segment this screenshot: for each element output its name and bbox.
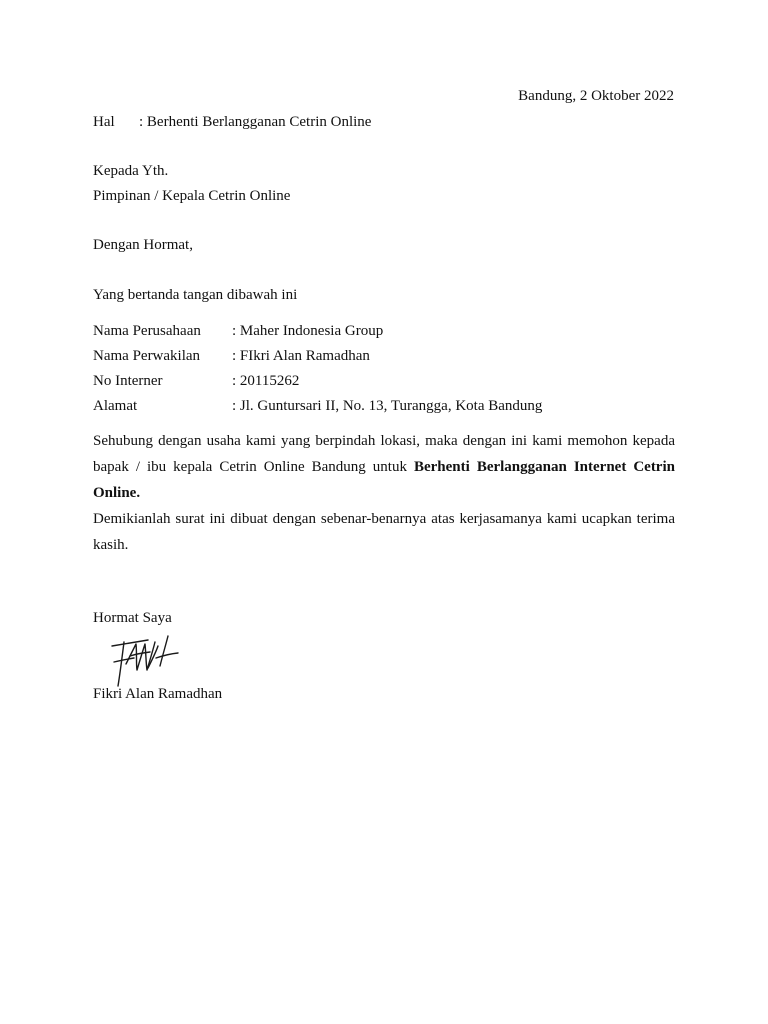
intro-line: Yang bertanda tangan dibawah ini — [93, 287, 298, 303]
field-value: : Jl. Guntursari II, No. 13, Turangga, Kota Bandung — [232, 398, 543, 414]
signer-name: Fikri Alan Ramadhan — [93, 686, 223, 702]
subject-value: : Berhenti Berlangganan Cetrin Online — [139, 114, 372, 130]
field-row-internet-number — [93, 373, 299, 390]
field-row-company — [93, 323, 383, 340]
signature-icon — [106, 634, 182, 690]
field-row-address — [93, 398, 542, 415]
field-key: Nama Perusahaan — [93, 323, 201, 339]
letter-date: Bandung, 2 Oktober 2022 — [518, 88, 674, 104]
body-bold-text: Berhenti Berlangganan Internet Cetrin Online. — [93, 459, 675, 501]
field-value: : FIkri Alan Ramadhan — [232, 348, 370, 364]
subject-line — [93, 114, 371, 131]
field-key: No Interner — [93, 373, 163, 389]
body-text: Sehubung dengan usaha kami yang berpindah lokasi, maka dengan ini kami memohon kepada bapak / ibu kepala Cetrin Online Bandung untuk — [93, 433, 675, 475]
greeting: Dengan Hormat, — [93, 237, 193, 253]
field-key: Nama Perwakilan — [93, 348, 201, 364]
closing-paragraph: Demikianlah surat ini dibuat dengan sebenar-benarnya atas kerjasamanya kami ucapkan terima kasih. — [93, 511, 675, 553]
sign-off: Hormat Saya — [93, 610, 172, 626]
field-value: : Maher Indonesia Group — [232, 323, 384, 339]
field-value: : 20115262 — [232, 373, 300, 389]
recipient-line-1: Kepada Yth. — [93, 163, 169, 179]
recipient-line-2: Pimpinan / Kepala Cetrin Online — [93, 188, 291, 204]
field-key: Alamat — [93, 398, 138, 414]
subject-label: Hal — [93, 114, 115, 130]
body-paragraph — [93, 428, 675, 506]
field-row-representative — [93, 348, 370, 365]
